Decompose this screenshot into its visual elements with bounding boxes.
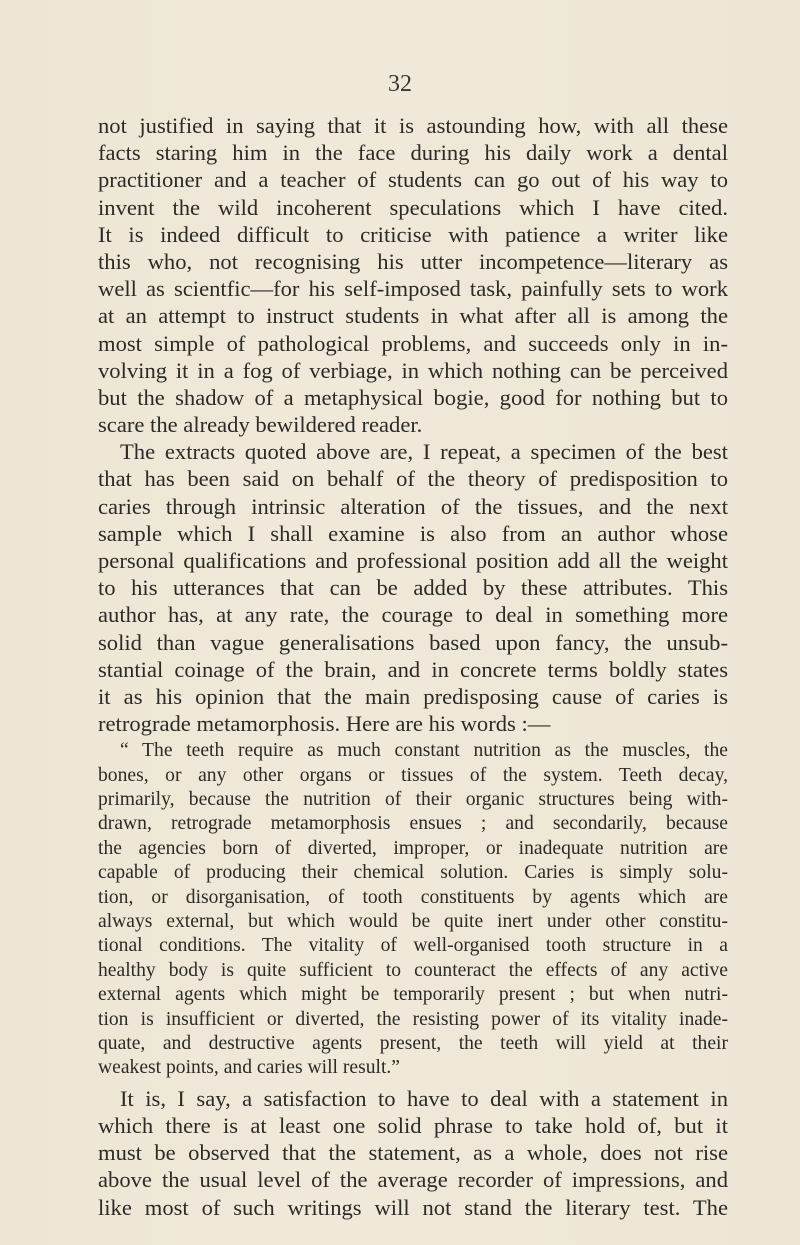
text-line: facts staring him in the face during his daily work a dental bbox=[98, 140, 728, 166]
quote-line: quate, and destructive agents present, the teeth will yield at their bbox=[98, 1033, 728, 1054]
text-line: volving it in a fog of verbiage, in which nothing can be perceived bbox=[98, 357, 728, 383]
text-line: which there is at least one solid phrase to take hold of, but it bbox=[98, 1112, 728, 1138]
text-line: The extracts quoted above are, I repeat, a specimen of the best bbox=[120, 439, 728, 465]
quote-line: “ The teeth require as much constant nutrition as the muscles, the bbox=[120, 740, 728, 762]
text-line: that has been said on behalf of the theory of predisposition to bbox=[98, 466, 728, 492]
quote-line: tion is insufficient or diverted, the resisting power of its vitality inade- bbox=[98, 1008, 728, 1030]
quote-line: tional conditions. The vitality of well-organised tooth structure in a bbox=[98, 935, 728, 957]
quote-line: the agencies born of diverted, improper, or inadequate nutrition are bbox=[98, 837, 728, 859]
block-quote bbox=[98, 739, 728, 1080]
quote-line: tion, or disorganisation, of tooth constituents by agents which are bbox=[98, 886, 728, 908]
paragraph-1 bbox=[98, 112, 728, 438]
text-line: caries through intrinsic alteration of the tissues, and the next bbox=[98, 493, 728, 519]
text-line: invent the wild incoherent speculations which I have cited. bbox=[98, 194, 728, 220]
text-line: this who, not recognising his utter incompetence—literary as bbox=[98, 248, 728, 274]
text-line: well as scientfic—for his self-imposed task, painfully sets to work bbox=[98, 276, 728, 302]
text-line: retrograde metamorphosis. Here are his words :— bbox=[98, 711, 551, 737]
text-block bbox=[98, 112, 728, 1221]
text-line: scare the already bewildered reader. bbox=[98, 412, 423, 438]
text-line: It is indeed difficult to criticise with patience a writer like bbox=[98, 221, 728, 247]
text-line: at an attempt to instruct students in what after all is among the bbox=[98, 303, 728, 329]
text-line: sample which I shall examine is also from an author whose bbox=[98, 520, 728, 546]
quote-line: primarily, because the nutrition of their organic structures being with- bbox=[98, 789, 728, 811]
text-line: like most of such writings will not stand the literary test. The bbox=[98, 1194, 728, 1220]
text-line: but the shadow of a metaphysical bogie, good for nothing but to bbox=[98, 384, 728, 410]
text-line: practitioner and a teacher of students can go out of his way to bbox=[98, 167, 728, 193]
text-line: it as his opinion that the main predisposing cause of caries is bbox=[98, 683, 728, 709]
text-line: It is, I say, a satisfaction to have to deal with a statement in bbox=[120, 1085, 728, 1111]
quote-line: external agents which might be temporarily present ; but when nutri- bbox=[98, 984, 728, 1006]
quote-line: bones, or any other organs or tissues of the system. Teeth decay, bbox=[98, 764, 728, 786]
text-line: above the usual level of the average recorder of impressions, and bbox=[98, 1167, 728, 1193]
text-line: personal qualifications and professional position add all the weight bbox=[98, 548, 728, 573]
quote-line: always external, but which would be quite inert under other constitu- bbox=[98, 911, 728, 933]
text-line: must be observed that the statement, as a whole, does not rise bbox=[98, 1140, 728, 1166]
text-line: solid than vague generalisations based upon fancy, the unsub- bbox=[98, 629, 728, 655]
quote-line: capable of producing their chemical solution. Caries is simply solu- bbox=[98, 862, 728, 884]
quote-line: healthy body is quite sufficient to counteract the effects of any active bbox=[98, 959, 728, 981]
text-line: author has, at any rate, the courage to deal in something more bbox=[98, 602, 728, 628]
text-line: not justified in saying that it is astounding how, with all these bbox=[98, 113, 728, 138]
text-line: stantial coinage of the brain, and in concrete terms boldly states bbox=[98, 656, 728, 682]
page-number: 32 bbox=[388, 71, 412, 97]
quote-line: weakest points, and caries will result.” bbox=[98, 1057, 400, 1079]
quote-line: drawn, retrograde metamorphosis ensues ; and secondarily, because bbox=[98, 813, 728, 835]
text-line: to his utterances that can be added by these attributes. This bbox=[98, 575, 728, 601]
text-line: most simple of pathological problems, and succeeds only in in- bbox=[98, 330, 728, 356]
paragraph-2 bbox=[98, 438, 728, 737]
paragraph-3 bbox=[98, 1085, 728, 1221]
